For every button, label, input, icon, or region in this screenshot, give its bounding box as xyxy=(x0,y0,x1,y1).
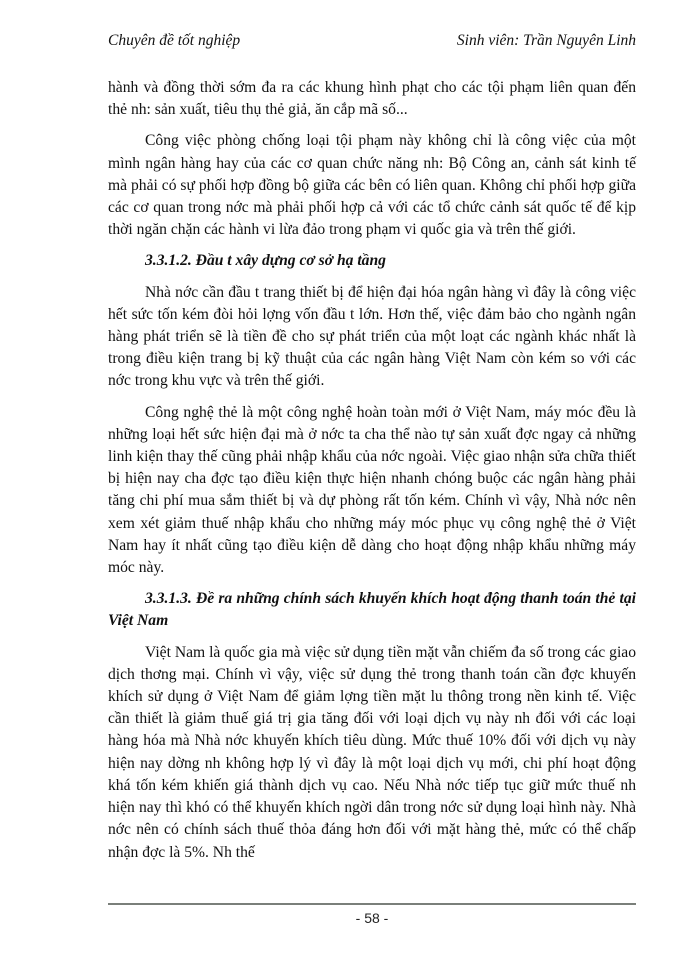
paragraph-crime-prevention: Công việc phòng chống loại tội phạm này không chỉ là công việc của một mình ngân hàng hay của các cơ quan chức năng nh: Bộ Công an, cảnh sát kinh tế mà phải có sự phối hợp đồng bộ giữa các bên có liên quan. Không chỉ phối hợp giữa các cơ quan trong nớc mà phải phối hợp cả với các tổ chức cảnh sát quốc tế để kịp thời ngăn chặn các hành vi lừa đảo trong phạm vi quốc gia và trên thế giới. xyxy=(108,132,636,239)
paragraph-continuation: hành và đồng thời sớm đa ra các khung hình phạt cho các tội phạm liên quan đến thẻ nh: sản xuất, tiêu thụ thẻ giả, ăn cắp mã số... xyxy=(108,79,636,119)
section-heading-3-3-1-3: 3.3.1.3. Đề ra những chính sách khuyến khích hoạt động thanh toán thẻ tại Việt Nam xyxy=(108,590,636,630)
header-student-name: Sinh viên: Trần Nguyên Linh xyxy=(456,32,636,49)
page-number: - 58 - xyxy=(355,910,389,926)
footer-divider xyxy=(108,903,636,905)
section-heading-3-3-1-2: 3.3.1.2. Đầu t xây dựng cơ sở hạ tầng xyxy=(145,252,386,270)
page-header xyxy=(108,32,636,52)
header-document-title: Chuyên đề tốt nghiệp xyxy=(108,32,241,49)
paragraph-infrastructure-investment: Nhà nớc cần đầu t trang thiết bị để hiện đại hóa ngân hàng vì đây là công việc hết sức tốn kém đòi hỏi lợng vốn đầu t lớn. Hơn thế, việc đảm bảo cho ngành ngân hàng phát triển sẽ là tiền đề cho sự phát triển của một loạt các ngành khác nhất là trong điều kiện trang bị kỹ thuật của các ngân hàng Việt Nam còn kém so với các nớc trong khu vực và trên thế giới. xyxy=(108,283,636,390)
document-body xyxy=(108,77,636,873)
paragraph-card-payment-policy: Việt Nam là quốc gia mà việc sử dụng tiền mặt vẫn chiếm đa số trong các giao dịch thơng mại. Chính vì vậy, việc sử dụng thẻ trong thanh toán cần đợc khuyến khích sử dụng ở Việt Nam để giảm lợng tiền mặt lu thông trong nền kinh tế. Việc cần thiết là giảm thuế giá trị gia tăng đối với loại dịch vụ này nh đối với các loại hàng hóa mà Nhà nớc khuyến khích tiêu dùng. Mức thuế 10% đối với dịch vụ này hiện nay dờng nh không hợp lý vì đây là một loại dịch vụ mới, chi phí hoạt động khá tốn kém khiến giá thành dịch vụ cao. Nếu Nhà nớc tiếp tục giữ mức thuế nh hiện nay thì khó có thể khuyến khích ngời dân trong nớc sử dụng loại hình này. Nhà nớc nên có chính sách thuế thỏa đáng hơn đối với mặt hàng thẻ, mức có thể chấp nhận đợc là 5%. Nh thế xyxy=(108,643,636,861)
paragraph-card-technology: Công nghệ thẻ là một công nghệ hoàn toàn mới ở Việt Nam, máy móc đều là những loại hết sức hiện đại mà ở nớc ta cha thể nào tự sản xuất đợc ngay cả những linh kiện thay thế cũng phải nhập khẩu của nớc ngoài. Việc giao nhận sửa chữa thiết bị hiện nay cha đợc tạo điều kiện thực hiện nhanh chóng buộc các ngân hàng phải tăng chi phí mua sắm thiết bị và dự phòng rất tốn kém. Chính vì vậy, Nhà nớc nên xem xét giảm thuế nhập khẩu cho những máy móc phục vụ công nghệ thẻ ở Việt Nam hay ít nhất cũng tạo điều kiện dễ dàng cho hoạt động nhập khẩu những máy móc này. xyxy=(108,403,636,577)
